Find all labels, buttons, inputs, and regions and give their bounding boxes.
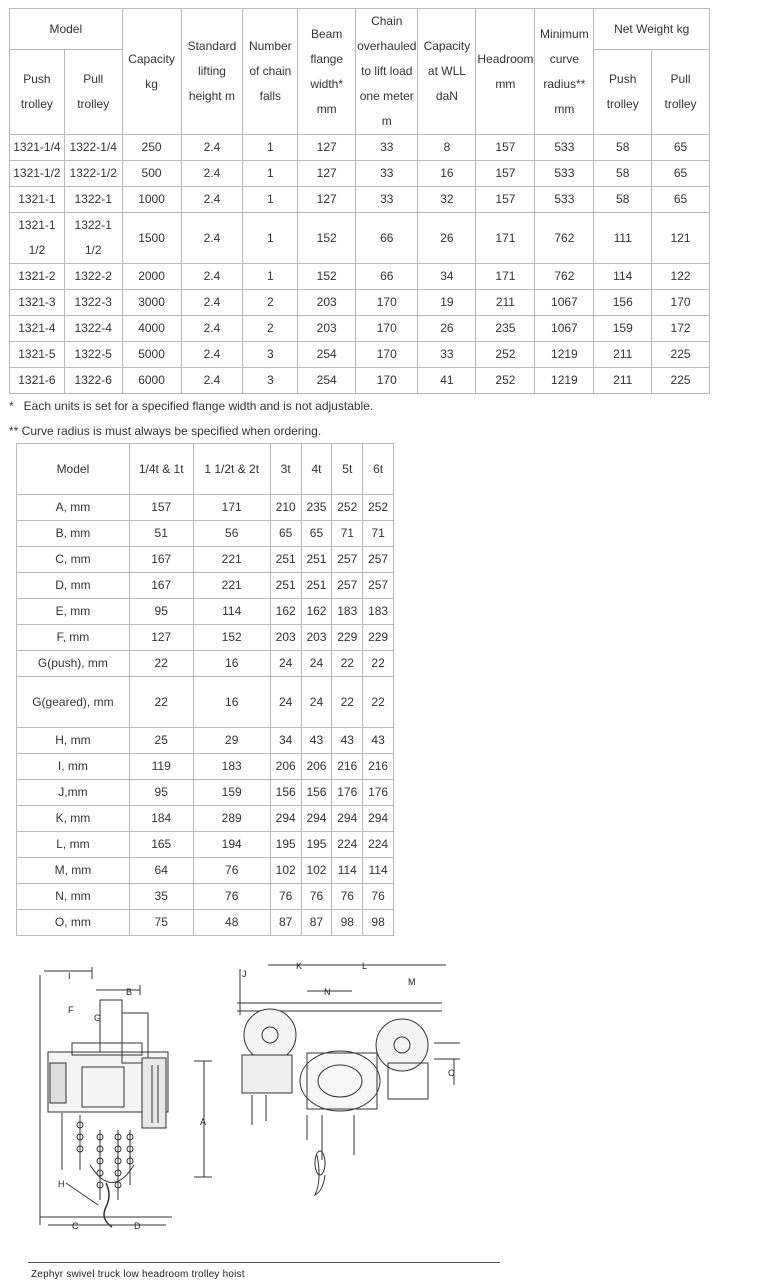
label-j: J	[242, 969, 247, 979]
spec-table-cell: 127	[298, 135, 356, 161]
spec-table-cell: 1322-1	[64, 187, 122, 213]
dimension-table-cell: 171	[193, 495, 270, 521]
dimension-table-cell: 76	[193, 884, 270, 910]
spec-table-row	[10, 264, 710, 290]
spec-table-cell: 1219	[535, 342, 594, 368]
spec-table-cell: 1321-4	[10, 316, 65, 342]
header-net-weight: Net Weight kg	[594, 9, 710, 50]
dimension-table-cell: G(push), mm	[17, 651, 130, 677]
dimension-table-cell: 251	[270, 573, 301, 599]
spec-table-head	[10, 9, 710, 135]
curve-radius-note: ** Curve radius is must always be specified when ordering.	[9, 424, 322, 438]
dimension-table	[16, 443, 394, 936]
spec-table-cell: 2.4	[181, 161, 243, 187]
dimension-table-cell: 195	[301, 832, 332, 858]
dimension-table-header: 1 1/2t & 2t	[193, 444, 270, 495]
spec-table-cell: 157	[476, 161, 535, 187]
spec-table-cell: 1322-1 1/2	[64, 213, 122, 264]
spec-table-cell: 1000	[122, 187, 181, 213]
spec-table-cell: 32	[418, 187, 476, 213]
dimension-table-cell: 76	[363, 884, 394, 910]
dimension-table-cell: 98	[332, 910, 363, 936]
spec-table-cell: 26	[418, 213, 476, 264]
dimension-table-row	[17, 780, 394, 806]
dimension-table-cell: 48	[193, 910, 270, 936]
dimension-table-cell: 102	[301, 858, 332, 884]
spec-table-cell: 2.4	[181, 342, 243, 368]
dimension-table-cell: 114	[332, 858, 363, 884]
label-d: D	[134, 1221, 141, 1231]
dimension-table-cell: 22	[129, 677, 193, 728]
spec-table-cell: 171	[476, 264, 535, 290]
trolley-hoist-diagram	[22, 955, 482, 1253]
dimension-table-cell: 29	[193, 728, 270, 754]
spec-table-cell: 1322-1/4	[64, 135, 122, 161]
dimension-table-cell: 203	[301, 625, 332, 651]
dimension-table-cell: 16	[193, 677, 270, 728]
dimension-table-cell: 235	[301, 495, 332, 521]
header-chain-overhauled: Chain overhauled to lift load one meter m	[356, 9, 418, 135]
dimension-table-cell: 216	[332, 754, 363, 780]
dimension-table-cell: 294	[332, 806, 363, 832]
spec-table-cell: 1	[243, 213, 298, 264]
spec-table-cell: 211	[476, 290, 535, 316]
spec-table-cell: 152	[298, 264, 356, 290]
spec-table-cell: 156	[594, 290, 652, 316]
dimension-table-cell: 183	[332, 599, 363, 625]
side-view-chain	[77, 1122, 133, 1188]
label-i: I	[68, 971, 71, 981]
spec-table-cell: 1321-1	[10, 187, 65, 213]
header-capacity-wll: Capacity at WLL daN	[418, 9, 476, 135]
dimension-table-cell: L, mm	[17, 832, 130, 858]
spec-table-cell: 1322-2	[64, 264, 122, 290]
dimension-table-cell: 289	[193, 806, 270, 832]
dimension-table-row	[17, 651, 394, 677]
spec-table-cell: 1	[243, 161, 298, 187]
dimension-table-cell: 35	[129, 884, 193, 910]
spec-table-cell: 5000	[122, 342, 181, 368]
spec-table-row	[10, 161, 710, 187]
spec-table-cell: 762	[535, 213, 594, 264]
spec-table-cell: 121	[652, 213, 710, 264]
spec-table-cell: 533	[535, 135, 594, 161]
dimension-table-cell: 221	[193, 547, 270, 573]
spec-table-row	[10, 342, 710, 368]
dimension-table-header: Model	[17, 444, 130, 495]
spec-table-cell: 1321-5	[10, 342, 65, 368]
dimension-table-cell: 114	[193, 599, 270, 625]
spec-table-cell: 1322-3	[64, 290, 122, 316]
dimension-table-row	[17, 806, 394, 832]
front-view-drawing	[237, 1003, 442, 1195]
dimension-table-cell: N, mm	[17, 884, 130, 910]
spec-table-cell: 2.4	[181, 187, 243, 213]
spec-table-cell: 1322-6	[64, 368, 122, 394]
spec-table-cell: 41	[418, 368, 476, 394]
spec-table-cell: 65	[652, 161, 710, 187]
dimension-table-cell: 167	[129, 573, 193, 599]
dimension-table-cell: I, mm	[17, 754, 130, 780]
dimension-table-cell: 22	[332, 677, 363, 728]
label-b: B	[126, 987, 133, 997]
dimension-table-cell: 294	[363, 806, 394, 832]
caption-divider	[28, 1262, 500, 1263]
dimension-table-cell: M, mm	[17, 858, 130, 884]
label-k: K	[296, 961, 303, 971]
spec-table-cell: 170	[356, 316, 418, 342]
dimension-table-cell: 25	[129, 728, 193, 754]
dimension-table-cell: 194	[193, 832, 270, 858]
dimension-table-cell: 98	[363, 910, 394, 936]
dimension-table-cell: 114	[363, 858, 394, 884]
spec-table-cell: 171	[476, 213, 535, 264]
spec-table-cell: 33	[418, 342, 476, 368]
spec-table-cell: 111	[594, 213, 652, 264]
dimension-table-cell: 22	[129, 651, 193, 677]
spec-table-cell: 1067	[535, 316, 594, 342]
label-f: F	[68, 1005, 74, 1015]
dimension-table-header: 3t	[270, 444, 301, 495]
spec-table-cell: 170	[356, 342, 418, 368]
spec-table-cell: 127	[298, 187, 356, 213]
spec-table-cell: 1321-6	[10, 368, 65, 394]
dimension-table-cell: 127	[129, 625, 193, 651]
header-push-trolley: Push trolley	[10, 50, 65, 135]
dimension-table-cell: 252	[363, 495, 394, 521]
dimension-table-cell: D, mm	[17, 573, 130, 599]
header-chain-falls: Number of chain falls	[243, 9, 298, 135]
spec-table-cell: 58	[594, 161, 652, 187]
spec-table-cell: 2.4	[181, 316, 243, 342]
dimension-table-cell: 195	[270, 832, 301, 858]
dimension-table-cell: 210	[270, 495, 301, 521]
spec-table-cell: 1	[243, 135, 298, 161]
spec-table-cell: 533	[535, 187, 594, 213]
spec-table-cell: 19	[418, 290, 476, 316]
spec-table-cell: 65	[652, 187, 710, 213]
spec-table-row	[10, 316, 710, 342]
dimension-table-cell: C, mm	[17, 547, 130, 573]
dimension-table-cell: 252	[332, 495, 363, 521]
dimension-table-cell: 257	[363, 573, 394, 599]
dimension-table-row	[17, 599, 394, 625]
dimension-table-cell: 183	[193, 754, 270, 780]
header-model: Model	[10, 9, 123, 50]
spec-table-row	[10, 135, 710, 161]
dimension-table-row	[17, 754, 394, 780]
spec-table-cell: 34	[418, 264, 476, 290]
spec-table-cell: 1219	[535, 368, 594, 394]
dimension-table-cell: 24	[270, 651, 301, 677]
dimension-table-cell: 157	[129, 495, 193, 521]
spec-table-cell: 1321-1 1/2	[10, 213, 65, 264]
spec-table-cell: 2	[243, 316, 298, 342]
spec-table-cell: 170	[652, 290, 710, 316]
dimension-table-header: 6t	[363, 444, 394, 495]
label-n: N	[324, 987, 331, 997]
dimension-table-cell: 76	[270, 884, 301, 910]
spec-table-cell: 252	[476, 368, 535, 394]
header-lifting-height: Standard lifting height m	[181, 9, 243, 135]
dimension-table-cell: 119	[129, 754, 193, 780]
dimension-table-cell: 216	[363, 754, 394, 780]
spec-table-cell: 122	[652, 264, 710, 290]
dimension-table-cell: 24	[301, 677, 332, 728]
dimension-table-row	[17, 495, 394, 521]
figure-caption: Zephyr swivel truck low headroom trolley hoist	[31, 1269, 245, 1280]
spec-table-cell: 170	[356, 368, 418, 394]
spec-table-cell: 65	[652, 135, 710, 161]
spec-table-row	[10, 213, 710, 264]
spec-table-cell: 58	[594, 187, 652, 213]
spec-table-cell: 235	[476, 316, 535, 342]
dimension-table-cell: 22	[332, 651, 363, 677]
spec-table-cell: 500	[122, 161, 181, 187]
dimension-table-cell: 167	[129, 547, 193, 573]
dimension-table-cell: 184	[129, 806, 193, 832]
dimension-table-cell: 43	[363, 728, 394, 754]
spec-table-cell: 225	[652, 342, 710, 368]
spec-table-cell: 157	[476, 135, 535, 161]
dimension-table-cell: 24	[270, 677, 301, 728]
dimension-table-cell: 251	[301, 547, 332, 573]
spec-table-cell: 2.4	[181, 368, 243, 394]
dimension-table-cell: 65	[270, 521, 301, 547]
spec-table-cell: 1321-2	[10, 264, 65, 290]
dimension-table-cell: 162	[270, 599, 301, 625]
spec-table-cell: 203	[298, 290, 356, 316]
dimension-table-cell: E, mm	[17, 599, 130, 625]
spec-table-cell: 1500	[122, 213, 181, 264]
dimension-table-cell: 206	[301, 754, 332, 780]
dimension-table-cell: 95	[129, 599, 193, 625]
spec-table-cell: 250	[122, 135, 181, 161]
dimension-table-row	[17, 884, 394, 910]
spec-table-cell: 2.4	[181, 290, 243, 316]
dimension-table-cell: 257	[332, 573, 363, 599]
dimension-table-row	[17, 573, 394, 599]
spec-table-cell: 157	[476, 187, 535, 213]
header-nw-push: Push trolley	[594, 50, 652, 135]
dimension-table-cell: F, mm	[17, 625, 130, 651]
dimension-table-cell: 257	[363, 547, 394, 573]
dimension-table-cell: 229	[363, 625, 394, 651]
dimension-table-row	[17, 625, 394, 651]
spec-table-cell: 159	[594, 316, 652, 342]
spec-table-cell: 152	[298, 213, 356, 264]
dimension-table-cell: 221	[193, 573, 270, 599]
dimension-table-cell: 71	[332, 521, 363, 547]
spec-table-cell: 33	[356, 161, 418, 187]
label-a: A	[200, 1117, 207, 1127]
dimension-table-row	[17, 858, 394, 884]
dimension-table-cell: 87	[270, 910, 301, 936]
dimension-table-header: 5t	[332, 444, 363, 495]
spec-table-row	[10, 290, 710, 316]
dimension-table-cell: 206	[270, 754, 301, 780]
dimension-table-cell: 87	[301, 910, 332, 936]
dimension-table-cell: 43	[301, 728, 332, 754]
dimension-table-cell: 203	[270, 625, 301, 651]
spec-table-cell: 127	[298, 161, 356, 187]
header-pull-trolley: Pull trolley	[64, 50, 122, 135]
dimension-table-cell: 224	[363, 832, 394, 858]
dimension-table-head	[17, 444, 394, 495]
flange-note: * Each units is set for a specified flange width and is not adjustable.	[9, 399, 374, 413]
dimension-table-cell: 156	[301, 780, 332, 806]
dimension-table-cell: 71	[363, 521, 394, 547]
dimension-table-cell: 22	[363, 651, 394, 677]
spec-table-cell: 2.4	[181, 264, 243, 290]
spec-table-cell: 58	[594, 135, 652, 161]
spec-table-cell: 225	[652, 368, 710, 394]
spec-table-cell: 252	[476, 342, 535, 368]
dimension-table-cell: 24	[301, 651, 332, 677]
spec-table-cell: 66	[356, 264, 418, 290]
dimension-table-cell: 95	[129, 780, 193, 806]
dimension-table-cell: 162	[301, 599, 332, 625]
spec-table-cell: 2	[243, 290, 298, 316]
dimension-table-cell: B, mm	[17, 521, 130, 547]
dimension-table-row	[17, 521, 394, 547]
spec-table-cell: 762	[535, 264, 594, 290]
dimension-table-cell: 34	[270, 728, 301, 754]
dimension-table-cell: 76	[301, 884, 332, 910]
spec-table-row	[10, 187, 710, 213]
spec-table	[9, 8, 710, 394]
spec-table-cell: 114	[594, 264, 652, 290]
spec-table-cell: 2.4	[181, 135, 243, 161]
dimension-table-row	[17, 910, 394, 936]
label-l: L	[362, 961, 368, 971]
dimension-table-cell: O, mm	[17, 910, 130, 936]
dimension-table-cell: 257	[332, 547, 363, 573]
dimension-table-cell: 75	[129, 910, 193, 936]
dimension-table-cell: 156	[270, 780, 301, 806]
dimension-table-cell: 76	[193, 858, 270, 884]
spec-table-cell: 533	[535, 161, 594, 187]
spec-table-cell: 1067	[535, 290, 594, 316]
spec-table-cell: 2000	[122, 264, 181, 290]
dimension-table-cell: 165	[129, 832, 193, 858]
spec-table-cell: 1321-3	[10, 290, 65, 316]
spec-table-cell: 3	[243, 368, 298, 394]
spec-table-cell: 1322-1/2	[64, 161, 122, 187]
dimension-table-cell: 22	[363, 677, 394, 728]
dimension-table-row	[17, 832, 394, 858]
spec-table-cell: 66	[356, 213, 418, 264]
label-o: O	[448, 1068, 456, 1078]
dimension-table-cell: 152	[193, 625, 270, 651]
dimension-table-cell: 64	[129, 858, 193, 884]
dimension-table-cell: 56	[193, 521, 270, 547]
dimension-table-cell: 76	[332, 884, 363, 910]
spec-table-body	[10, 135, 710, 394]
spec-table-cell: 3000	[122, 290, 181, 316]
spec-table-cell: 1	[243, 264, 298, 290]
header-headroom: Headroom mm	[476, 9, 535, 135]
dimension-table-cell: 176	[332, 780, 363, 806]
dimension-table-cell: H, mm	[17, 728, 130, 754]
dimension-table-row	[17, 547, 394, 573]
dimension-table-cell: 229	[332, 625, 363, 651]
dimension-table-cell: K, mm	[17, 806, 130, 832]
dimension-table-cell: 251	[270, 547, 301, 573]
spec-table-row	[10, 368, 710, 394]
dimension-table-cell: J,mm	[17, 780, 130, 806]
dimension-table-cell: A, mm	[17, 495, 130, 521]
spec-table-cell: 33	[356, 187, 418, 213]
spec-table-cell: 254	[298, 342, 356, 368]
dimension-table-cell: 51	[129, 521, 193, 547]
dimension-table-cell: 159	[193, 780, 270, 806]
header-nw-pull: Pull trolley	[652, 50, 710, 135]
header-capacity: Capacity kg	[122, 9, 181, 135]
spec-table-cell: 2.4	[181, 213, 243, 264]
spec-table-cell: 6000	[122, 368, 181, 394]
dimension-table-cell: 16	[193, 651, 270, 677]
spec-table-cell: 170	[356, 290, 418, 316]
label-m: M	[408, 977, 416, 987]
side-view-drawing	[40, 975, 172, 1227]
spec-table-cell: 203	[298, 316, 356, 342]
spec-table-cell: 4000	[122, 316, 181, 342]
dimension-table-row	[17, 677, 394, 728]
spec-table-cell: 26	[418, 316, 476, 342]
dimension-table-body	[17, 495, 394, 936]
spec-table-cell: 8	[418, 135, 476, 161]
header-beam-flange: Beam flange width* mm	[298, 9, 356, 135]
dimension-table-cell: 43	[332, 728, 363, 754]
dimension-table-header: 4t	[301, 444, 332, 495]
spec-table-cell: 1	[243, 187, 298, 213]
dimension-table-cell: 183	[363, 599, 394, 625]
spec-table-cell: 1321-1/2	[10, 161, 65, 187]
spec-table-cell: 211	[594, 368, 652, 394]
spec-table-cell: 1322-4	[64, 316, 122, 342]
dimension-table-cell: G(geared), mm	[17, 677, 130, 728]
dimension-table-cell: 294	[301, 806, 332, 832]
label-h: H	[58, 1179, 65, 1189]
spec-table-cell: 211	[594, 342, 652, 368]
label-g: G	[94, 1013, 102, 1023]
spec-table-cell: 33	[356, 135, 418, 161]
dimension-table-cell: 176	[363, 780, 394, 806]
spec-table-cell: 1321-1/4	[10, 135, 65, 161]
spec-table-cell: 254	[298, 368, 356, 394]
dimension-table-row	[17, 728, 394, 754]
dimension-table-cell: 294	[270, 806, 301, 832]
dimension-table-cell: 251	[301, 573, 332, 599]
dimension-table-cell: 224	[332, 832, 363, 858]
spec-table-cell: 3	[243, 342, 298, 368]
spec-table-cell: 16	[418, 161, 476, 187]
dimension-table-header: 1/4t & 1t	[129, 444, 193, 495]
label-c: C	[72, 1221, 79, 1231]
spec-table-cell: 172	[652, 316, 710, 342]
header-min-curve: Minimum curve radius** mm	[535, 9, 594, 135]
spec-table-cell: 1322-5	[64, 342, 122, 368]
dimension-table-cell: 102	[270, 858, 301, 884]
dimension-table-cell: 65	[301, 521, 332, 547]
